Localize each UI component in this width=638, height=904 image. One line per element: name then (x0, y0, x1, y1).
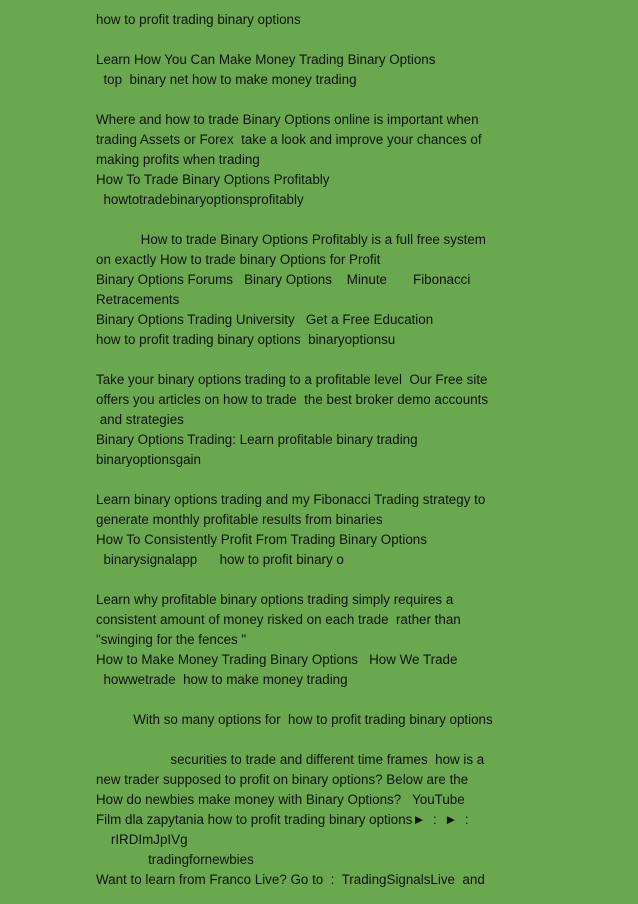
text-line: Retracements (96, 292, 180, 307)
text-line: new trader supposed to profit on binary options? Below are the (96, 772, 469, 787)
text-line: binarysignalapp how to profit binary o (96, 552, 344, 567)
document-page (96, 10, 626, 890)
text-line: Film dla zapytania how to profit trading binary options► : ► : (96, 812, 469, 827)
text-line: binaryoptionsgain (96, 452, 201, 467)
text-line: How To Trade Binary Options Profitably (96, 172, 330, 187)
text-line: securities to trade and different time frames how is a (96, 752, 485, 767)
text-line: How To Consistently Profit From Trading Binary Options (96, 532, 427, 547)
text-line: how to profit trading binary options (96, 12, 301, 27)
text-line: rIRDImJpIVg (96, 832, 188, 847)
blank-line (96, 30, 626, 50)
text-line: consistent amount of money risked on each trade rather than (96, 612, 461, 627)
text-line: "swinging for the fences " (96, 632, 247, 647)
text-line: Binary Options Forums Binary Options Minute Fibonacci (96, 272, 471, 287)
text-line: making profits when trading (96, 152, 260, 167)
text-line: generate monthly profitable results from binaries (96, 512, 383, 527)
text-line: Where and how to trade Binary Options online is important when (96, 112, 479, 127)
text-line: on exactly How to trade binary Options for Profit (96, 252, 381, 267)
text-line: and strategies (96, 412, 184, 427)
blank-line (96, 470, 626, 490)
blank-line (96, 690, 626, 710)
text-line: How do newbies make money with Binary Options? YouTube (96, 792, 465, 807)
text-line: Take your binary options trading to a profitable level Our Free site (96, 372, 488, 387)
blank-line (96, 90, 626, 110)
text-line: Want to learn from Franco Live? Go to : TradingSignalsLive and (96, 872, 485, 887)
blank-line (96, 570, 626, 590)
text-line: Binary Options Trading University Get a Free Education (96, 312, 434, 327)
text-line: How to trade Binary Options Profitably is a full free system (96, 232, 486, 247)
text-line: how to profit trading binary options binaryoptionsu (96, 332, 396, 347)
text-line: How to Make Money Trading Binary Options How We Trade (96, 652, 458, 667)
text-line: howtotradebinaryoptionsprofitably (96, 192, 304, 207)
text-line: Learn binary options trading and my Fibonacci Trading strategy to (96, 492, 486, 507)
blank-line (96, 210, 626, 230)
text-line: Learn why profitable binary options trading simply requires a (96, 592, 454, 607)
text-line: howwetrade how to make money trading (96, 672, 348, 687)
text-line: trading Assets or Forex take a look and improve your chances of (96, 132, 482, 147)
blank-line (96, 350, 626, 370)
text-line: tradingfornewbies (96, 852, 254, 867)
text-line: With so many options for how to profit trading binary options (96, 712, 493, 727)
text-line: top binary net how to make money trading (96, 72, 357, 87)
text-line: offers you articles on how to trade the best broker demo accounts (96, 392, 489, 407)
text-line: Binary Options Trading: Learn profitable binary trading (96, 432, 418, 447)
blank-line (96, 730, 626, 750)
text-line: Learn How You Can Make Money Trading Binary Options (96, 52, 436, 67)
